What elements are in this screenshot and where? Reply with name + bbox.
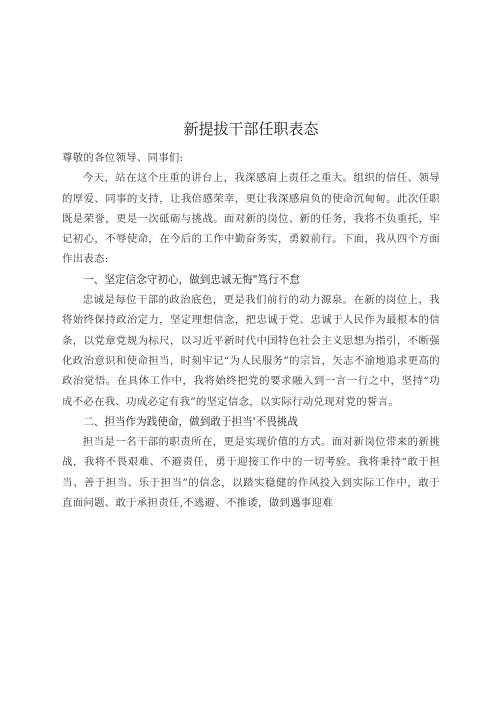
- section-heading-2: 二、担当作为践使命，做到敢于担当'不畏挑战: [83, 415, 298, 428]
- section-paragraph-2: 担当是一名干部的职责所在，更是实现价值的方式。面对新岗位带来的新挑战，我将不畏艰难、不避责任，勇于迎接工作中的一切考验。我将秉持“敢于担当、善于担当、乐于担当”的信念，以踏实稳健的作风投入到实际工作中，敢于直面问题、敢于承担责任,不逃避、不推诿，做到遇事迎难: [62, 436, 440, 510]
- document-title: 新提拔干部任职表态: [183, 120, 319, 138]
- section-paragraph-1: 忠诚是每位干部的政治底色，更是我们前行的动力源泉。在新的岗位上，我将始终保持政治定力，坚定理想信念，把忠诚于党、忠诚于人民作为最根本的信条，以党章党规为标尺，以习近平新时代中国特色社会主义思想为指引，不断强化政治意识和使命担当，时刻牢记“为人民服务”的宗旨，矢志不渝地追求更高的政治觉悟。在具体工作中，我将始终把党的要求融入到一言一行之中，坚持“功成不必在我、功成必定有我”的坚定信念，以实际行动兑现对党的誓言。: [62, 294, 440, 408]
- salutation: 尊敬的各位领导、同事们:: [62, 152, 184, 164]
- section-heading-1: 一、坚定信念守初心，做到忠诚无悔"笃行不怠: [83, 273, 300, 286]
- intro-paragraph: 今天，站在这个庄重的讲台上，我深感肩上责任之重大。组织的信任、领导的厚爱、同事的支持，让我倍感荣幸，更让我深感肩负的使命沉甸甸。此次任职既是荣誉，更是一次砥砺与挑战。面对新的岗位、新的任务，我将不负重托，牢记初心，不辱使命，在今后的工作中勤奋务实，勇毅前行。下面，我从四个方面作出表态:: [62, 172, 440, 266]
- document-body: [62, 148, 440, 513]
